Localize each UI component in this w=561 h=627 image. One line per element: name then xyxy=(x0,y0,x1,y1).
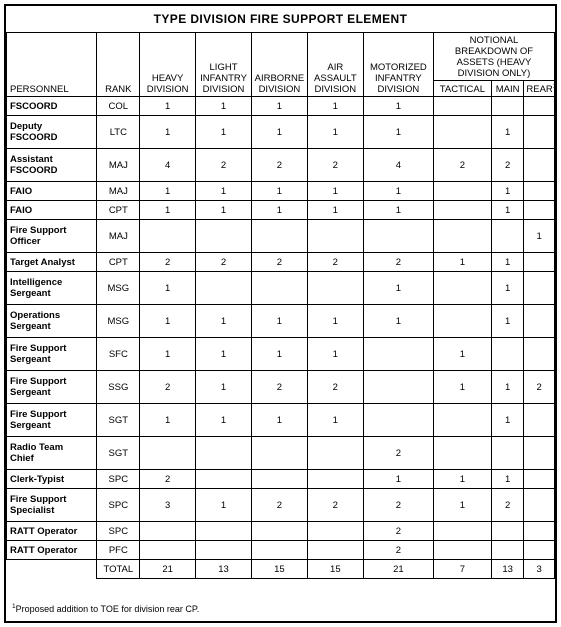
personnel-cell: Assistant FSCOORD xyxy=(7,149,97,182)
rank-cell: COL xyxy=(97,97,140,116)
table-row xyxy=(7,338,555,371)
count-air-assault: 2 xyxy=(307,149,363,182)
count-air-assault: 1 xyxy=(307,201,363,220)
count-airborne xyxy=(251,437,307,470)
count-heavy: 1 xyxy=(140,97,196,116)
count-air-assault xyxy=(307,220,363,253)
count-rear xyxy=(524,149,555,182)
count-air-assault xyxy=(307,470,363,489)
table-row xyxy=(7,522,555,541)
header-heavy-division: HEAVY DIVISION xyxy=(140,33,196,97)
table-row xyxy=(7,305,555,338)
personnel-cell: Fire Support Sergeant xyxy=(7,338,97,371)
count-airborne: 1 xyxy=(251,404,307,437)
count-motorized-infantry: 2 xyxy=(363,437,433,470)
count-main: 1 xyxy=(491,272,524,305)
count-airborne: 1 xyxy=(251,305,307,338)
count-heavy xyxy=(140,220,196,253)
count-airborne: 1 xyxy=(251,201,307,220)
count-air-assault xyxy=(307,522,363,541)
rank-cell: SPC xyxy=(97,489,140,522)
personnel-cell: RATT Operator xyxy=(7,522,97,541)
count-tactical xyxy=(433,541,491,560)
count-motorized-infantry: 1 xyxy=(363,182,433,201)
count-light-infantry: 2 xyxy=(196,253,252,272)
rank-cell: MAJ xyxy=(97,220,140,253)
count-rear xyxy=(524,305,555,338)
personnel-cell: Deputy FSCOORD xyxy=(7,116,97,149)
rank-cell: MAJ xyxy=(97,149,140,182)
count-light-infantry: 1 xyxy=(196,489,252,522)
count-light-infantry xyxy=(196,220,252,253)
count-heavy xyxy=(140,522,196,541)
table-row xyxy=(7,489,555,522)
count-motorized-infantry xyxy=(363,220,433,253)
count-light-infantry xyxy=(196,437,252,470)
count-motorized-infantry: 2 xyxy=(363,489,433,522)
count-heavy: 1 xyxy=(140,305,196,338)
table-row xyxy=(7,272,555,305)
count-main xyxy=(491,437,524,470)
personnel-cell: RATT Operator xyxy=(7,541,97,560)
count-airborne xyxy=(251,272,307,305)
count-main: 1 xyxy=(491,371,524,404)
table-row xyxy=(7,182,555,201)
count-motorized-infantry: 1 xyxy=(363,116,433,149)
rank-cell: LTC xyxy=(97,116,140,149)
rank-cell: SPC xyxy=(97,470,140,489)
count-motorized-infantry: 4 xyxy=(363,149,433,182)
total-label: TOTAL xyxy=(97,560,140,579)
count-main xyxy=(491,97,524,116)
count-motorized-infantry xyxy=(363,338,433,371)
count-airborne xyxy=(251,470,307,489)
count-light-infantry xyxy=(196,470,252,489)
rank-cell: CPT xyxy=(97,201,140,220)
total-main: 13 xyxy=(491,560,524,579)
table-row xyxy=(7,253,555,272)
count-motorized-infantry xyxy=(363,371,433,404)
footnote: $^1$Proposed addition to TOE for division rear CP. xyxy=(12,603,200,614)
header-main: MAIN xyxy=(491,81,524,97)
count-light-infantry: 2 xyxy=(196,149,252,182)
count-motorized-infantry: 2 xyxy=(363,541,433,560)
count-rear xyxy=(524,470,555,489)
count-heavy: 1 xyxy=(140,182,196,201)
personnel-cell: Operations Sergeant xyxy=(7,305,97,338)
count-light-infantry: 1 xyxy=(196,338,252,371)
total-rear: 3 xyxy=(524,560,555,579)
personnel-cell: Clerk-Typist xyxy=(7,470,97,489)
count-tactical xyxy=(433,305,491,338)
rank-cell: SGT xyxy=(97,404,140,437)
count-heavy: 1 xyxy=(140,116,196,149)
count-tactical xyxy=(433,522,491,541)
count-light-infantry: 1 xyxy=(196,305,252,338)
document-frame xyxy=(4,4,557,623)
count-light-infantry: 1 xyxy=(196,97,252,116)
personnel-cell: Fire Support Specialist xyxy=(7,489,97,522)
count-tactical: 1 xyxy=(433,489,491,522)
count-air-assault: 1 xyxy=(307,305,363,338)
count-motorized-infantry xyxy=(363,404,433,437)
personnel-cell: Intelligence Sergeant xyxy=(7,272,97,305)
table-row xyxy=(7,97,555,116)
count-air-assault xyxy=(307,437,363,470)
count-heavy: 1 xyxy=(140,404,196,437)
count-tactical xyxy=(433,116,491,149)
count-tactical xyxy=(433,201,491,220)
count-air-assault: 1 xyxy=(307,97,363,116)
count-heavy: 4 xyxy=(140,149,196,182)
count-rear xyxy=(524,489,555,522)
table-row xyxy=(7,404,555,437)
table-row xyxy=(7,149,555,182)
total-heavy: 21 xyxy=(140,560,196,579)
count-air-assault xyxy=(307,272,363,305)
count-main: 1 xyxy=(491,470,524,489)
count-rear xyxy=(524,253,555,272)
table-row xyxy=(7,541,555,560)
count-motorized-infantry: 1 xyxy=(363,201,433,220)
count-main: 1 xyxy=(491,201,524,220)
header-rear: REAR$^1$ xyxy=(524,81,555,97)
count-rear xyxy=(524,272,555,305)
count-light-infantry: 1 xyxy=(196,404,252,437)
count-airborne: 1 xyxy=(251,116,307,149)
header-notional-breakdown: NOTIONAL BREAKDOWN OF ASSETS (HEAVY DIVISION ONLY) xyxy=(433,33,554,81)
page-title: TYPE DIVISION FIRE SUPPORT ELEMENT xyxy=(153,12,408,26)
count-motorized-infantry: 1 xyxy=(363,305,433,338)
count-rear xyxy=(524,437,555,470)
count-rear xyxy=(524,404,555,437)
count-tactical: 1 xyxy=(433,371,491,404)
count-heavy xyxy=(140,437,196,470)
count-rear xyxy=(524,201,555,220)
personnel-cell: FAIO xyxy=(7,201,97,220)
count-light-infantry: 1 xyxy=(196,116,252,149)
count-main: 2 xyxy=(491,489,524,522)
table-row xyxy=(7,437,555,470)
personnel-cell: Fire Support Sergeant xyxy=(7,404,97,437)
count-light-infantry xyxy=(196,272,252,305)
count-main: 1 xyxy=(491,116,524,149)
header-tactical: TACTICAL xyxy=(433,81,491,97)
count-airborne xyxy=(251,522,307,541)
count-airborne: 1 xyxy=(251,182,307,201)
count-rear xyxy=(524,338,555,371)
count-airborne: 1 xyxy=(251,338,307,371)
count-motorized-infantry: 2 xyxy=(363,522,433,541)
rank-cell: PFC xyxy=(97,541,140,560)
fire-support-table xyxy=(6,32,555,579)
table-row xyxy=(7,201,555,220)
count-tactical: 1 xyxy=(433,338,491,371)
count-air-assault: 2 xyxy=(307,489,363,522)
count-tactical xyxy=(433,272,491,305)
count-heavy: 1 xyxy=(140,201,196,220)
rank-cell: SSG xyxy=(97,371,140,404)
count-light-infantry: 1 xyxy=(196,201,252,220)
total-blank-cell xyxy=(7,560,97,579)
table-row xyxy=(7,470,555,489)
count-tactical xyxy=(433,437,491,470)
count-main: 2 xyxy=(491,149,524,182)
total-motorized-infantry: 21 xyxy=(363,560,433,579)
count-rear xyxy=(524,97,555,116)
total-row xyxy=(7,560,555,579)
table-row xyxy=(7,220,555,253)
count-tactical: 2 xyxy=(433,149,491,182)
header-rank: RANK xyxy=(97,33,140,97)
count-airborne: 1 xyxy=(251,97,307,116)
rank-cell: MSG xyxy=(97,305,140,338)
count-motorized-infantry: 1 xyxy=(363,470,433,489)
personnel-cell: FAIO xyxy=(7,182,97,201)
count-airborne: 2 xyxy=(251,371,307,404)
table-row xyxy=(7,371,555,404)
header-motorized-infantry-division: MOTORIZED INFANTRY DIVISION xyxy=(363,33,433,97)
total-light-infantry: 13 xyxy=(196,560,252,579)
count-airborne: 2 xyxy=(251,489,307,522)
count-air-assault: 2 xyxy=(307,253,363,272)
count-main: 1 xyxy=(491,305,524,338)
count-heavy: 1 xyxy=(140,338,196,371)
count-airborne xyxy=(251,220,307,253)
rank-cell: MAJ xyxy=(97,182,140,201)
count-main: 1 xyxy=(491,404,524,437)
count-main xyxy=(491,522,524,541)
count-air-assault: 1 xyxy=(307,404,363,437)
count-air-assault: 1 xyxy=(307,338,363,371)
personnel-cell: FSCOORD xyxy=(7,97,97,116)
count-heavy: 2 xyxy=(140,470,196,489)
count-tactical xyxy=(433,97,491,116)
count-heavy: 2 xyxy=(140,253,196,272)
count-main xyxy=(491,220,524,253)
table-row xyxy=(7,116,555,149)
header-airborne-division: AIRBORNE DIVISION xyxy=(251,33,307,97)
count-motorized-infantry: 2 xyxy=(363,253,433,272)
count-main: 1 xyxy=(491,182,524,201)
count-motorized-infantry: 1 xyxy=(363,97,433,116)
count-rear xyxy=(524,182,555,201)
count-rear: 2 xyxy=(524,371,555,404)
rank-cell: SFC xyxy=(97,338,140,371)
count-rear: 1 xyxy=(524,220,555,253)
personnel-cell: Target Analyst xyxy=(7,253,97,272)
count-tactical xyxy=(433,404,491,437)
personnel-cell: Fire Support Sergeant xyxy=(7,371,97,404)
rank-cell: SPC xyxy=(97,522,140,541)
count-heavy: 1 xyxy=(140,272,196,305)
count-light-infantry: 1 xyxy=(196,182,252,201)
count-motorized-infantry: 1 xyxy=(363,272,433,305)
total-air-assault: 15 xyxy=(307,560,363,579)
count-main xyxy=(491,338,524,371)
count-rear xyxy=(524,116,555,149)
count-light-infantry: 1 xyxy=(196,371,252,404)
count-air-assault: 1 xyxy=(307,182,363,201)
count-airborne xyxy=(251,541,307,560)
personnel-cell: Radio Team Chief xyxy=(7,437,97,470)
count-rear xyxy=(524,541,555,560)
count-airborne: 2 xyxy=(251,253,307,272)
header-light-infantry-division: LIGHT INFANTRY DIVISION xyxy=(196,33,252,97)
count-main xyxy=(491,541,524,560)
count-light-infantry xyxy=(196,541,252,560)
count-tactical xyxy=(433,182,491,201)
count-tactical: 1 xyxy=(433,253,491,272)
total-tactical: 7 xyxy=(433,560,491,579)
count-heavy xyxy=(140,541,196,560)
count-airborne: 2 xyxy=(251,149,307,182)
header-air-assault-division: AIR ASSAULT DIVISION xyxy=(307,33,363,97)
count-rear xyxy=(524,522,555,541)
count-air-assault: 1 xyxy=(307,116,363,149)
total-airborne: 15 xyxy=(251,560,307,579)
count-main: 1 xyxy=(491,253,524,272)
count-tactical xyxy=(433,220,491,253)
count-air-assault xyxy=(307,541,363,560)
rank-cell: SGT xyxy=(97,437,140,470)
count-light-infantry xyxy=(196,522,252,541)
count-tactical: 1 xyxy=(433,470,491,489)
rank-cell: CPT xyxy=(97,253,140,272)
header-personnel: PERSONNEL xyxy=(7,33,97,97)
count-heavy: 2 xyxy=(140,371,196,404)
count-heavy: 3 xyxy=(140,489,196,522)
personnel-cell: Fire Support Officer xyxy=(7,220,97,253)
count-air-assault: 2 xyxy=(307,371,363,404)
rank-cell: MSG xyxy=(97,272,140,305)
